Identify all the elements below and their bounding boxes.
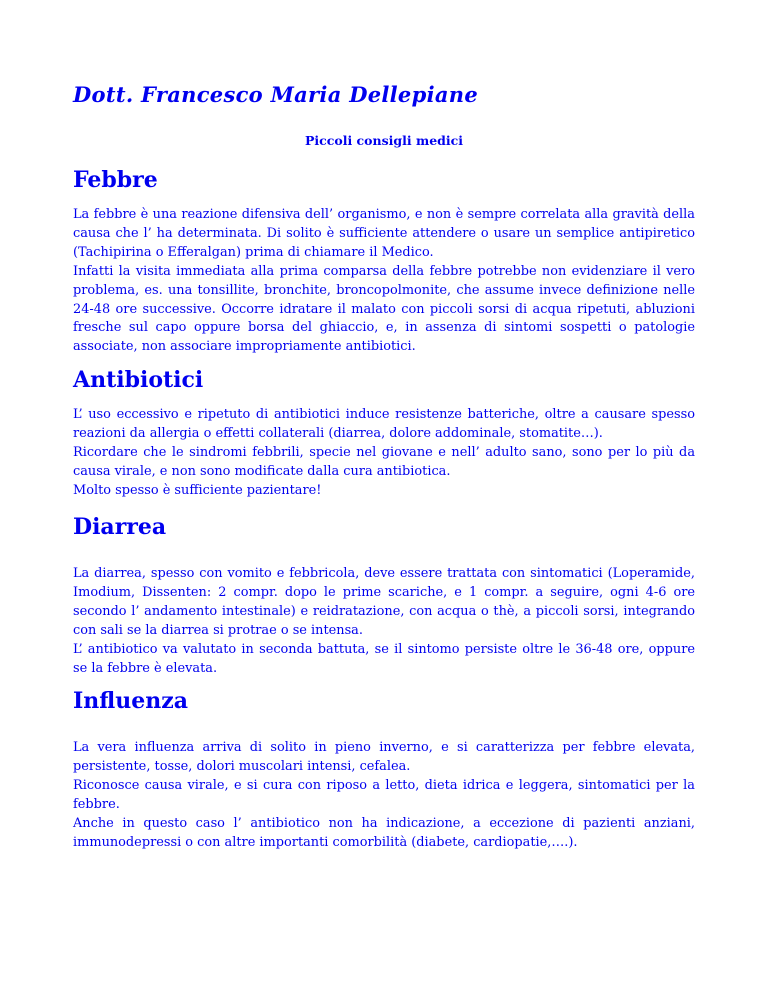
section-influenza xyxy=(73,687,695,852)
paragraph: L’ antibiotico va valutato in seconda battuta, se il sintomo persiste oltre le 36-48 ore, oppure se la febbre è elevata. xyxy=(73,641,695,676)
section-body-antibiotici xyxy=(73,406,695,501)
author-name: Dott. Francesco Maria Dellepiane xyxy=(73,82,478,107)
paragraph: Molto spesso è sufficiente pazientare! xyxy=(73,482,322,498)
paragraph: La febbre è una reazione difensiva dell’ organismo, e non è sempre correlata alla gravità della causa che l’ ha determinata. Di solito è sufficiente attendere o usare un semplice antipiretico (Tachipirina o Efferalgan) prima di chiamare il Medico. xyxy=(73,207,695,260)
paragraph: Anche in questo caso l’ antibiotico non ha indicazione, a eccezione di pazienti anziani, immunodepressi o con altre importanti comorbilità (diabete, cardiopatie,….). xyxy=(73,815,695,850)
paragraph: Ricordare che le sindromi febbrili, specie nel giovane e nell’ adulto sano, sono per lo più da causa virale, e non sono modificate dalla cura antibiotica. xyxy=(73,444,695,479)
section-diarrea xyxy=(73,513,695,678)
paragraph: Riconosce causa virale, e si cura con riposo a letto, dieta idrica e leggera, sintomatici per la febbre. xyxy=(73,777,695,812)
paragraph: L’ uso eccessivo e ripetuto di antibiotici induce resistenze batteriche, oltre a causare spesso reazioni da allergia o effetti collaterali (diarrea, dolore addominale, stomatite…). xyxy=(73,407,695,441)
section-febbre xyxy=(73,166,695,357)
section-body-influenza xyxy=(73,739,695,852)
section-heading-influenza: Influenza xyxy=(73,688,189,714)
paragraph: La vera influenza arriva di solito in pieno inverno, e si caratterizza per febbre elevata, persistente, tosse, dolori muscolari intensi, cefalea. xyxy=(73,740,695,774)
paragraph: Infatti la visita immediata alla prima comparsa della febbre potrebbe non evidenziare il vero problema, es. una tonsillite, bronchite, broncopolmonite, che assume invece definizione nelle 24-48 ore successive. Occorre idratare il malato con piccoli sorsi di acqua ripetuti, abluzioni fresche sul capo oppure borsa del ghiaccio, e, in assenza di sintomi sospetti o patologie associate, non associare impropriamente antibiotici. xyxy=(73,263,695,355)
section-heading-febbre: Febbre xyxy=(73,167,158,193)
paragraph: La diarrea, spesso con vomito e febbricola, deve essere trattata con sintomatici (Loperamide, Imodium, Dissenten: 2 compr. dopo le prime scariche, e 1 compr. a seguire, ogni 4-6 ore secondo l’ andamento intestinale) e reidratazione, con acqua o thè, a piccoli sorsi, integrando con sali se la diarrea si protrae o se intensa. xyxy=(73,566,695,638)
section-body-diarrea xyxy=(73,565,695,678)
document-subtitle: Piccoli consigli medici xyxy=(305,133,463,148)
section-heading-antibiotici: Antibiotici xyxy=(73,367,204,393)
section-body-febbre xyxy=(73,206,695,357)
section-antibiotici xyxy=(73,366,695,501)
section-heading-diarrea: Diarrea xyxy=(73,514,167,540)
